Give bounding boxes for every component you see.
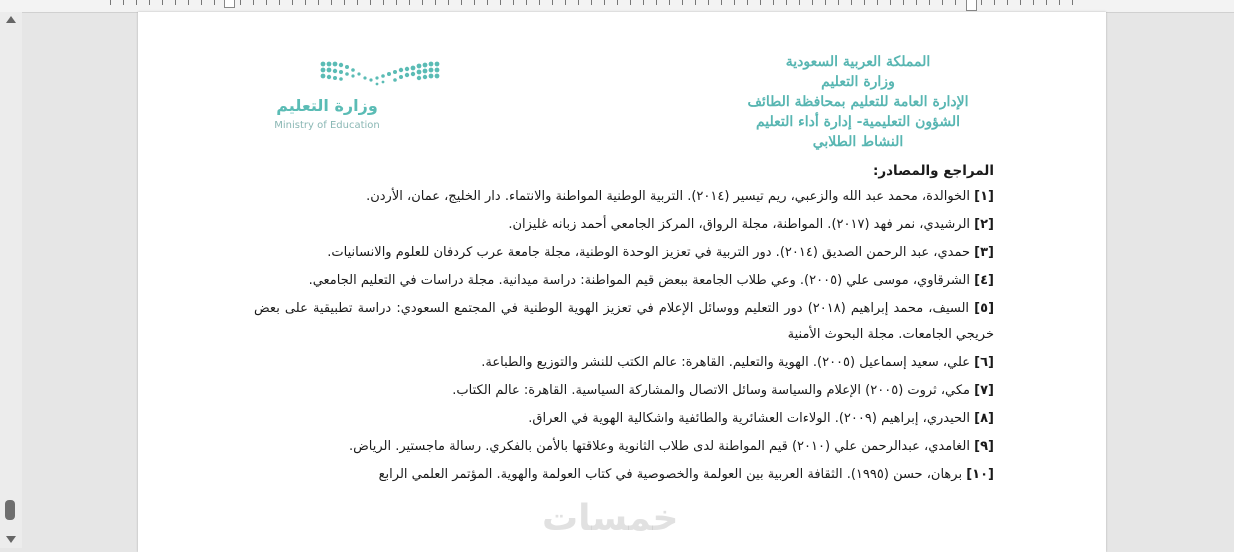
letterhead-line: النشاط الطلابي [812,134,904,150]
letterhead-line: وزارة التعليم [821,74,895,90]
reference-number: [٩] [974,439,994,454]
reference-item [254,406,994,432]
reference-text: مكي، ثروت (٢٠٠٥) الإعلام والسياسة وسائل الاتصال والمشاركة السياسية. القاهرة: عالم الكتاب. [452,383,971,398]
reference-text: السيف، محمد إبراهيم (٢٠١٨) دور التعليم ووسائل الإعلام في تعزيز الهوية الوطنية في المجتمع السعودي: دراسة تطبيقية على بعض خريجي الجامعات. مجلة البحوث الأمنية [254,301,994,342]
references-title: المراجع والمصادر: [872,163,994,179]
reference-text: الشرقاوي، موسى علي (٢٠٠٥). وعي طلاب الجامعة ببعض قيم المواطنة: دراسة ميدانية. مجلة دراسات في التعليم الجامعي. [308,273,971,288]
letterhead-line: الإدارة العامة للتعليم بمحافظة الطائف [747,94,969,110]
document-page[interactable] [138,12,1106,552]
reference-number: [٨] [974,411,994,426]
indent-marker-right[interactable] [966,0,977,11]
letterhead-text [698,52,1018,152]
reference-text: حمدي، عبد الرحمن الصديق (٢٠١٤). دور التربية في تعزيز الوحدة الوطنية، مجلة جامعة عرب كردفان للعلوم والانسانيات. [327,245,971,260]
indent-marker-left[interactable] [224,0,235,8]
reference-text: الرشيدي، نمر فهد (٢٠١٧). المواطنة، مجلة الرواق، المركز الجامعي أحمد زبانه غليزان. [508,217,971,232]
scroll-thumb[interactable] [5,500,15,520]
reference-text: الخوالدة، محمد عبد الله والزعبي، ريم تيسير (٢٠١٤). التربية الوطنية المواطنة والانتماء. دار الخليج، عمان، الأردن. [366,189,971,204]
reference-number: [٧] [974,383,994,398]
reference-number: [٦] [974,355,994,370]
vertical-scrollbar[interactable] [0,12,22,548]
logo-english-name: Ministry of Education [274,120,380,131]
logo-arabic-name: وزارة التعليم [276,96,378,115]
references-section [254,158,994,490]
reference-item [254,212,994,238]
reference-number: [٣] [974,245,994,260]
reference-item [254,184,994,210]
letterhead-line: المملكة العربية السعودية [785,54,931,70]
ministry-logo [243,58,443,138]
letterhead-line: الشؤون التعليمية- إدارة أداء التعليم [755,114,961,130]
scroll-down-icon[interactable] [6,536,16,543]
reference-number: [١٠] [966,467,994,482]
reference-item [254,350,994,376]
scroll-up-icon[interactable] [6,16,16,23]
reference-item [254,378,994,404]
reference-number: [١] [974,189,994,204]
reference-text: برهان، حسن (١٩٩٥). الثقافة العربية بين العولمة والخصوصية في كتاب العولمة والهوية. المؤتمر العلمي الرابع [378,467,963,482]
reference-text: الحيدري، إبراهيم (٢٠٠٩). الولاءات العشائرية والطائفية واشكالية الهوية في العراق. [528,411,971,426]
reference-item [254,462,994,488]
logo-dots-icon [319,60,443,94]
reference-number: [٤] [974,273,994,288]
ruler-ticks [110,0,1084,5]
reference-number: [٢] [974,217,994,232]
reference-item [254,434,994,460]
watermark: خمسات [542,498,679,539]
reference-item [254,296,994,348]
reference-number: [٥] [974,301,995,316]
reference-item [254,268,994,294]
reference-text: الغامدي، عبدالرحمن علي (٢٠١٠) قيم المواطنة لدى طلاب الثانوية وعلاقتها بالأمن بالفكري. رسالة ماجستير. الرياض. [348,439,971,454]
reference-text: علي، سعيد إسماعيل (٢٠٠٥). الهوية والتعليم. القاهرة: عالم الكتب للنشر والتوزيع والطباعة. [481,355,971,370]
reference-item [254,240,994,266]
